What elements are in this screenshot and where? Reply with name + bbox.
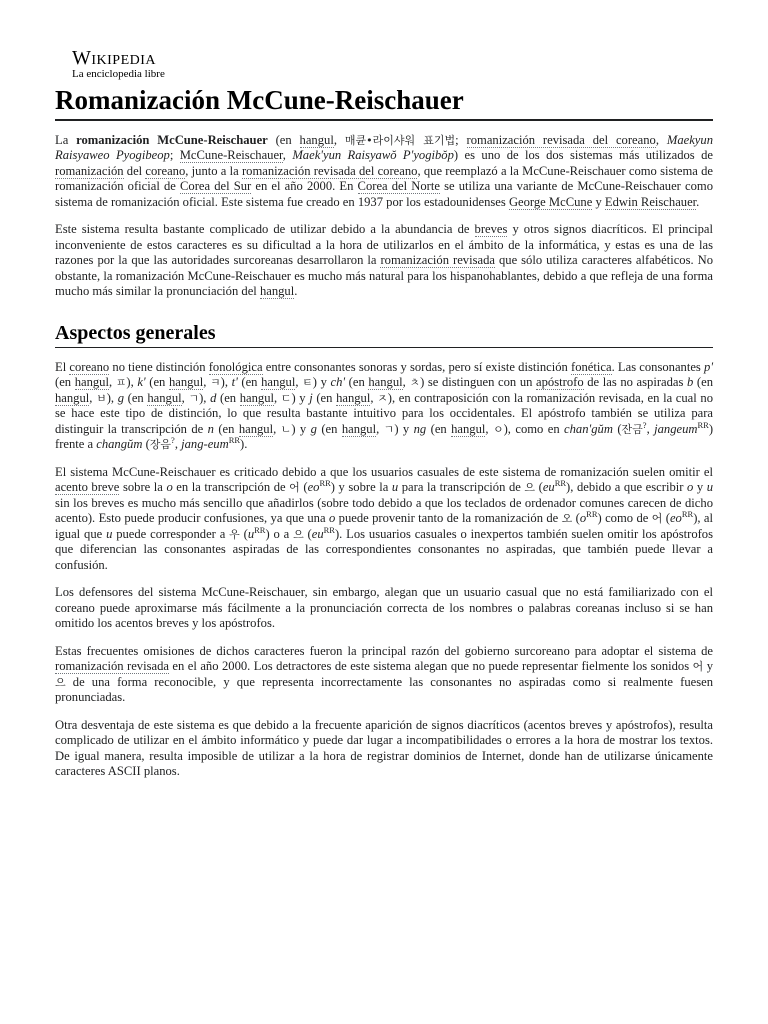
text-run: ),	[126, 375, 138, 390]
korean-text: ㅂ	[96, 391, 107, 405]
korean-text: 어	[289, 481, 300, 495]
text-run: se utiliza una variante de McCune-Reischauer como sistema de romanización oficial. Este sistema fue creado en 1937 por los estadounidenses	[55, 179, 713, 209]
bold-term: romanización McCune-Reischauer	[76, 132, 268, 147]
text-run: ,	[89, 390, 97, 405]
text-run: que sólo utiliza caracteres alfabéticos. No obstante, la romanización McCune-Reischauer es mucho más natural para los hispanohablantes, debido a que refleja de una forma mucho más similar la pronunciación del	[55, 253, 714, 299]
paragraph	[55, 644, 713, 706]
text-run: ) como de	[597, 511, 652, 526]
korean-text: ㅊ	[409, 376, 421, 390]
wiki-link[interactable]: romanización	[55, 163, 124, 178]
ref-marker[interactable]: RR	[254, 524, 266, 535]
korean-text: 매큔•라이샤워 표기법	[344, 133, 456, 147]
wiki-link[interactable]: hangul	[451, 421, 486, 436]
text-run: en la transcripción de	[172, 480, 290, 495]
italic-term: jangeum	[654, 421, 698, 436]
text-run: ,	[333, 132, 345, 147]
wiki-link[interactable]: McCune-Reischauer	[179, 148, 283, 163]
text-run: ) o a	[265, 526, 294, 541]
italic-term: t'	[231, 375, 238, 390]
korean-text: ㄷ	[280, 391, 292, 405]
text-run: ,	[181, 390, 189, 405]
italic-term: ch'	[330, 375, 346, 390]
section-body	[55, 360, 713, 780]
wiki-link[interactable]: hangul	[336, 390, 371, 405]
article-page	[55, 0, 713, 780]
wiki-link[interactable]: fonética	[571, 359, 612, 374]
text-run: ),	[220, 375, 232, 390]
text-run: (en	[213, 421, 239, 436]
text-run: ,	[174, 437, 182, 452]
text-run: (en	[267, 132, 300, 147]
paragraph	[55, 585, 713, 632]
text-run: no tiene distinción	[109, 359, 209, 374]
ref-marker[interactable]: ?	[642, 419, 647, 430]
text-run: ,	[274, 390, 281, 405]
wiki-link[interactable]: romanización revisada del coreano	[466, 132, 656, 147]
logo-tagline: La enciclopedia libre	[72, 68, 165, 80]
text-run: ), en contraposición con la romanización revisada, en la cual no se hace este tipo de distinción, lo que resulta bastante intuitivo para los occidentales. El apóstrofo también se utiliza para distinguir la transcripción de	[55, 390, 714, 436]
text-run: , junto a la	[185, 163, 242, 178]
intro-section	[55, 133, 713, 300]
wiki-link[interactable]: Edwin Reischauer	[604, 194, 697, 209]
text-run: del	[123, 163, 146, 178]
ref-marker[interactable]: RR	[319, 478, 331, 488]
italic-term: changŭm	[96, 437, 143, 452]
italic-term: d	[210, 390, 217, 405]
wiki-link[interactable]: hangul	[261, 375, 296, 390]
korean-text: 으	[293, 527, 304, 541]
wiki-link[interactable]: romanización revisada	[380, 253, 495, 268]
italic-term: u	[106, 526, 113, 541]
text-run: ,	[402, 375, 410, 390]
wiki-link[interactable]: hangul	[238, 421, 274, 436]
text-run: .	[696, 194, 700, 209]
text-run: en el año 2000. En	[251, 179, 358, 194]
wiki-link[interactable]: coreano	[69, 359, 110, 374]
text-run: ,	[376, 421, 384, 436]
text-run: y	[703, 659, 714, 674]
text-run: (	[535, 480, 543, 495]
text-run: ) es uno de los dos sistemas más utilizados de	[453, 148, 714, 163]
text-run: ,	[282, 148, 293, 163]
text-run: ), debido a que escribir	[566, 480, 688, 495]
wiki-link[interactable]: coreano	[145, 163, 186, 178]
italic-term: eo	[669, 511, 682, 526]
text-run: (en	[124, 390, 148, 405]
text-run: ,	[108, 375, 116, 390]
korean-text: 잔금	[621, 422, 643, 436]
ref-marker[interactable]: RR	[697, 419, 709, 430]
italic-term: o	[687, 480, 694, 495]
text-run: , que reemplazó a la McCune-Reischauer como sistema de romanización oficial de	[55, 163, 714, 194]
text-run: de una forma reconocible, y que representa incorrectamente las consonantes no aspiradas como si realmente fuesen pronunciadas.	[55, 674, 713, 705]
text-run: Otra desventaja de este sistema es que debido a la frecuente aparición de signos diacríticos (acentos breves y apóstrofos), resulta complicado de utilizar en el ámbito informático y puede dar lugar a incompatibilidades o errores a la hora de mostrar los textos. De igual manera, resulta imposible de utilizar a la hora de registrar dominios de Internet, donde han de utilizarse únicamente caracteres ASCII planos.	[55, 717, 713, 779]
italic-term: jang-eum	[181, 437, 229, 452]
korean-text: ㅋ	[209, 376, 221, 390]
text-run: ),	[106, 390, 118, 405]
text-run: ,	[203, 375, 210, 390]
italic-term: eu	[311, 526, 324, 541]
paragraph	[55, 360, 713, 453]
text-run: El sistema McCune-Reischauer es criticado debido a que los usuarios casuales de este sistema de romanización suelen omitir el	[55, 464, 713, 479]
korean-text: 어	[651, 512, 663, 526]
korean-text: ㅇ	[492, 422, 504, 436]
text-run: ,	[295, 375, 303, 390]
korean-text: 오	[561, 512, 573, 526]
italic-term: eo	[307, 480, 320, 495]
korean-text: ㄱ	[383, 422, 395, 436]
italic-term: ng	[413, 421, 427, 436]
wiki-link[interactable]: hangul	[74, 375, 109, 390]
italic-term: g	[117, 390, 124, 405]
text-run: ,	[655, 132, 667, 147]
wiki-link[interactable]: hangul	[147, 390, 182, 405]
text-run: Este sistema resulta bastante complicado de utilizar debido a la abundancia de	[55, 222, 475, 237]
italic-term: Maek'yun Raisyawŏ P'yogibŏp	[292, 148, 454, 163]
text-run: (	[239, 526, 248, 541]
text-run: ).	[240, 437, 248, 452]
ref-marker[interactable]: RR	[323, 524, 335, 535]
text-run: ,	[646, 421, 655, 436]
text-run: de las no aspiradas	[583, 375, 687, 390]
wiki-link[interactable]: George McCune	[508, 194, 593, 209]
ref-marker[interactable]: RR	[554, 478, 567, 488]
wiki-link[interactable]: hangul	[299, 132, 334, 147]
text-run: (en	[145, 375, 169, 390]
wiki-link[interactable]: hangul	[259, 284, 295, 299]
text-run: y	[592, 194, 605, 209]
text-run: El	[55, 359, 70, 374]
text-run: ) y sobre la	[330, 480, 392, 495]
text-run: ,	[370, 390, 378, 405]
italic-term: o	[166, 480, 173, 495]
section-heading: Aspectos generales	[55, 322, 713, 348]
text-run: en el año 2000. Los detractores de este sistema alegan que no puede representar fielmente los sonidos	[168, 659, 693, 674]
korean-text: 장음	[149, 438, 172, 452]
korean-text: ㄱ	[188, 391, 200, 405]
text-run: (en	[216, 390, 240, 405]
text-run: ). Los usuarios casuales o inexpertos también suelen omitir los apóstrofos que diferencian las consonantes aspiradas de las correspondientes consonantes no aspiradas, que también puede llevar a confusión.	[55, 526, 714, 572]
text-run: ;	[169, 148, 180, 163]
wiki-link[interactable]: hangul	[368, 375, 403, 390]
italic-term: k'	[137, 375, 146, 390]
text-run: (	[612, 421, 622, 436]
wiki-link[interactable]: romanización revisada	[55, 659, 169, 674]
text-run: ) y	[291, 421, 311, 436]
text-run: (en	[426, 421, 452, 436]
korean-text: 으	[524, 481, 536, 495]
text-run: para la transcripción de	[398, 480, 525, 495]
wikipedia-logo[interactable]	[72, 48, 713, 80]
italic-term: chan'gŭm	[564, 421, 613, 436]
paragraph	[55, 718, 713, 780]
wiki-link[interactable]: hangul	[239, 390, 274, 405]
korean-text: 으	[55, 675, 66, 689]
text-run: sin los breves es mucho más sencillo que añadirlos (sobre todo debido a que los teclados de ordenador comunes carecen de dicho acento). Esto puede producir confusiones, ya que una	[55, 495, 713, 526]
italic-term: eu	[542, 480, 555, 495]
text-run: (	[142, 437, 150, 452]
text-run: ,	[273, 421, 281, 436]
text-run: puede provenir tanto de la romanización de	[335, 511, 562, 526]
ref-marker[interactable]: RR	[586, 509, 598, 519]
text-run: Estas frecuentes omisiones de dichos caracteres fueron la principal razón del gobierno surcoreano para adoptar el sistema de	[55, 643, 713, 658]
text-run: (	[299, 480, 308, 495]
ref-marker[interactable]: RR	[228, 435, 241, 445]
text-run: Los defensores del sistema McCune-Reischauer, sin embargo, alegan que un usuario casual que no está familiarizado con el coreano puede aproximarse más fácilmente a la pronunciación correcta de los nombres o palabras coreanas incluso si se han omitido los acentos breves y los apóstrofos.	[55, 585, 713, 631]
text-run: y otros signos diacríticos. El principal inconveniente de estos caracteres es su dificultad a la hora de utilizarlos en el ámbito de la informática, y estas es una de las razones por la que las autoridades surcoreanas desarrollaron la	[55, 222, 713, 268]
wiki-link[interactable]: hangul	[55, 390, 90, 405]
wiki-link[interactable]: Corea del Norte	[357, 179, 440, 194]
italic-term: o	[579, 511, 587, 526]
text-run: ) y	[312, 375, 331, 390]
text-run: (	[572, 511, 580, 526]
wiki-link[interactable]: fonológica	[208, 359, 263, 374]
text-run: . Las consonantes	[611, 359, 705, 374]
korean-text: ㅍ	[115, 376, 127, 390]
italic-term: b	[687, 375, 694, 390]
paragraph	[55, 222, 713, 300]
wiki-link[interactable]: breves	[474, 222, 508, 237]
wiki-link[interactable]: apóstrofo	[536, 375, 584, 390]
ref-marker[interactable]: RR	[681, 509, 694, 519]
text-run: (en	[312, 390, 337, 405]
text-run: puede corresponder a	[112, 526, 230, 541]
text-run: (	[662, 511, 670, 526]
korean-text: ㅌ	[302, 376, 313, 390]
text-run: ), como en	[503, 421, 565, 436]
text-run: ), al igual que	[55, 511, 714, 541]
text-run: (en	[345, 375, 369, 390]
ref-marker[interactable]: ?	[171, 435, 175, 445]
text-run: (en	[55, 375, 75, 390]
korean-text: 어	[692, 660, 704, 674]
wiki-link[interactable]: hangul	[341, 421, 377, 436]
korean-text: ㅈ	[377, 391, 388, 405]
italic-term: p'	[704, 359, 714, 374]
wiki-link[interactable]: acento breve	[55, 480, 120, 495]
italic-term: Maekyun Raisyaweo Pyogibeop	[55, 132, 713, 163]
text-run: ) y	[291, 390, 310, 405]
wiki-link[interactable]: romanización revisada del coreano	[241, 163, 418, 178]
italic-term: u	[391, 480, 399, 495]
text-run: ) y	[394, 421, 414, 436]
text-run: y	[693, 480, 707, 495]
text-run: .	[294, 284, 298, 299]
text-run: ;	[455, 132, 467, 147]
text-run: ),	[199, 390, 211, 405]
paragraph	[55, 465, 713, 574]
text-run: entre consonantes sonoras y sordas, pero sí existe distinción	[262, 359, 572, 374]
text-run: ,	[485, 421, 493, 436]
text-run: (en	[316, 421, 342, 436]
text-run: (en	[693, 375, 713, 390]
text-run: (	[303, 526, 312, 541]
italic-term: u	[247, 526, 255, 541]
italic-term: u	[706, 480, 714, 495]
text-run: (en	[237, 375, 262, 390]
text-run: ) frente a	[55, 421, 714, 452]
italic-term: n	[207, 421, 214, 436]
korean-text: ㄴ	[280, 422, 292, 436]
korean-text: 우	[229, 527, 240, 541]
text-run: ) se distinguen con un	[420, 375, 537, 390]
italic-term: g	[310, 421, 317, 436]
italic-term: o	[328, 511, 336, 526]
wiki-link[interactable]: hangul	[168, 375, 204, 390]
logo-wordmark: Wikipedia	[72, 47, 157, 69]
paragraph	[55, 133, 713, 211]
wiki-link[interactable]: Corea del Sur	[180, 179, 252, 194]
text-run: sobre la	[119, 480, 167, 495]
page-title: Romanización McCune-Reischauer	[55, 86, 713, 121]
italic-term: j	[309, 390, 313, 405]
text-run: La	[55, 132, 77, 147]
